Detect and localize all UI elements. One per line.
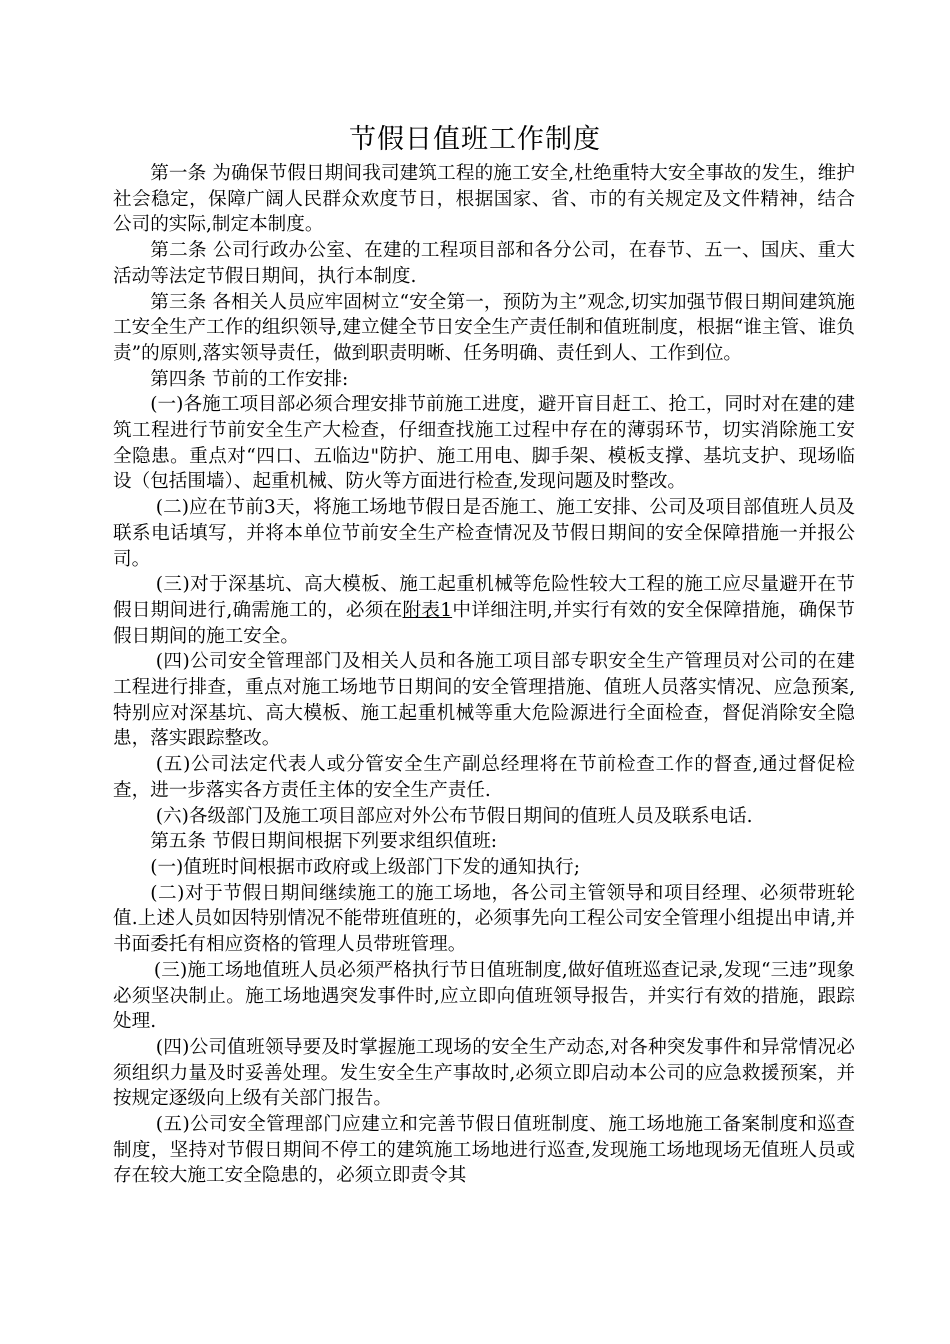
article-4-heading: 第四条 节前的工作安排:: [150, 368, 349, 390]
article-4-item-1: (一)各施工项目部必须合理安排节前施工进度，避开盲目赶工、抢工，同时对在建的建筑工程进行节前安全生产大检查，仔细查找施工过程中存在的薄弱环节，切实消除施工安全隐患。重点对“四口、五临边"防护、施工用电、脚手架、模板支撑、基坑支护、现场临设（包括围墙）、起重机械、防火等方面进行检查,发现问题及时整改。: [113, 394, 855, 493]
article-4-item-3-text-a: (三)对于深基坑、高大模板、施工起重机械等危险性较大工程的施工应尽量避开在节假日期间进行,确需施工的，必须在: [113, 574, 855, 621]
article-1: 第一条 为确保节假日期间我司建筑工程的施工安全,杜绝重特大安全事故的发生，维护社会稳定，保障广阔人民群众欢度节日，根据国家、省、市的有关规定及文件精神，结合公司的实际,制定本制度。: [113, 163, 855, 236]
article-4-item-5: (五)公司法定代表人或分管安全生产副总经理将在节前检查工作的督查,通过督促检查，进一步落实各方责任主体的安全生产责任.: [113, 754, 855, 801]
article-5-item-4: (四)公司值班领导要及时掌握施工现场的安全生产动态,对各种突发事件和异常情况必须组织力量及时妥善处理。发生安全生产事故时,必须立即启动本公司的应急救援预案，并按规定逐级向上级有关部门报告。: [113, 1036, 855, 1110]
document-body: [113, 161, 855, 1189]
article-4-item-3: [113, 572, 855, 649]
article-4-item-4: (四)公司安全管理部门及相关人员和各施工项目部专职安全生产管理员对公司的在建工程进行排查，重点对施工场地节日期间的安全管理措施、值班人员落实情况、应急预案,特别应对深基坑、高大模板、施工起重机械等重大危险源进行全面检查，督促消除安全隐患，落实跟踪整改。: [113, 651, 855, 750]
article-5-item-3: (三)施工场地值班人员必须严格执行节日值班制度,做好值班巡查记录,发现“三违”现象必须坚决制止。施工场地遇突发事件时,应立即向值班领导报告，并实行有效的措施，跟踪处理.: [113, 959, 855, 1033]
article-5-item-2: (二)对于节假日期间继续施工的施工场地，各公司主管领导和项目经理、必须带班轮值.上述人员如因特别情况不能带班值班的，必须事先向工程公司安全管理小组提出申请,并书面委托有相应资格的管理人员带班管理。: [113, 882, 855, 956]
appendix-1-link: 附表1: [402, 599, 453, 621]
article-4-item-6: (六)各级部门及施工项目部应对外公布节假日期间的值班人员及联系电话.: [155, 805, 753, 827]
article-5-item-5: (五)公司安全管理部门应建立和完善节假日值班制度、施工场地施工备案制度和巡查制度，坚持对节假日期间不停工的建筑施工场地进行巡查,发现施工场地现场无值班人员或存在较大施工安全隐患的，必须立即责令其: [113, 1114, 855, 1187]
article-4-item-2: (二)应在节前3天，将施工场地节假日是否施工、施工安排、公司及项目部值班人员及联系电话填写，并将本单位节前安全生产检查情况及节假日期间的安全保障措施一并报公司。: [113, 497, 855, 570]
article-5-heading: 第五条 节假日期间根据下列要求组织值班:: [150, 831, 498, 853]
document-title: 节假日值班工作制度: [349, 124, 601, 155]
article-2: 第二条 公司行政办公室、在建的工程项目部和各分公司，在春节、五一、国庆、重大活动等法定节假日期间，执行本制度.: [113, 240, 855, 287]
article-5-item-1: (一)值班时间根据市政府或上级部门下发的通知执行;: [150, 856, 581, 878]
article-3: 第三条 各相关人员应牢固树立“安全第一，预防为主”观念,切实加强节假日期间建筑施工安全生产工作的组织领导,建立健全节日安全生产责任制和值班制度，根据“谁主管、谁负责”的原则,落实领导责任，做到职责明晰、任务明确、责任到人、工作到位。: [113, 291, 855, 364]
article-4-item-3-text-b: 中详细注明,并实行有效的安全保障措施，确保节假日期间的施工安全。: [113, 599, 855, 647]
